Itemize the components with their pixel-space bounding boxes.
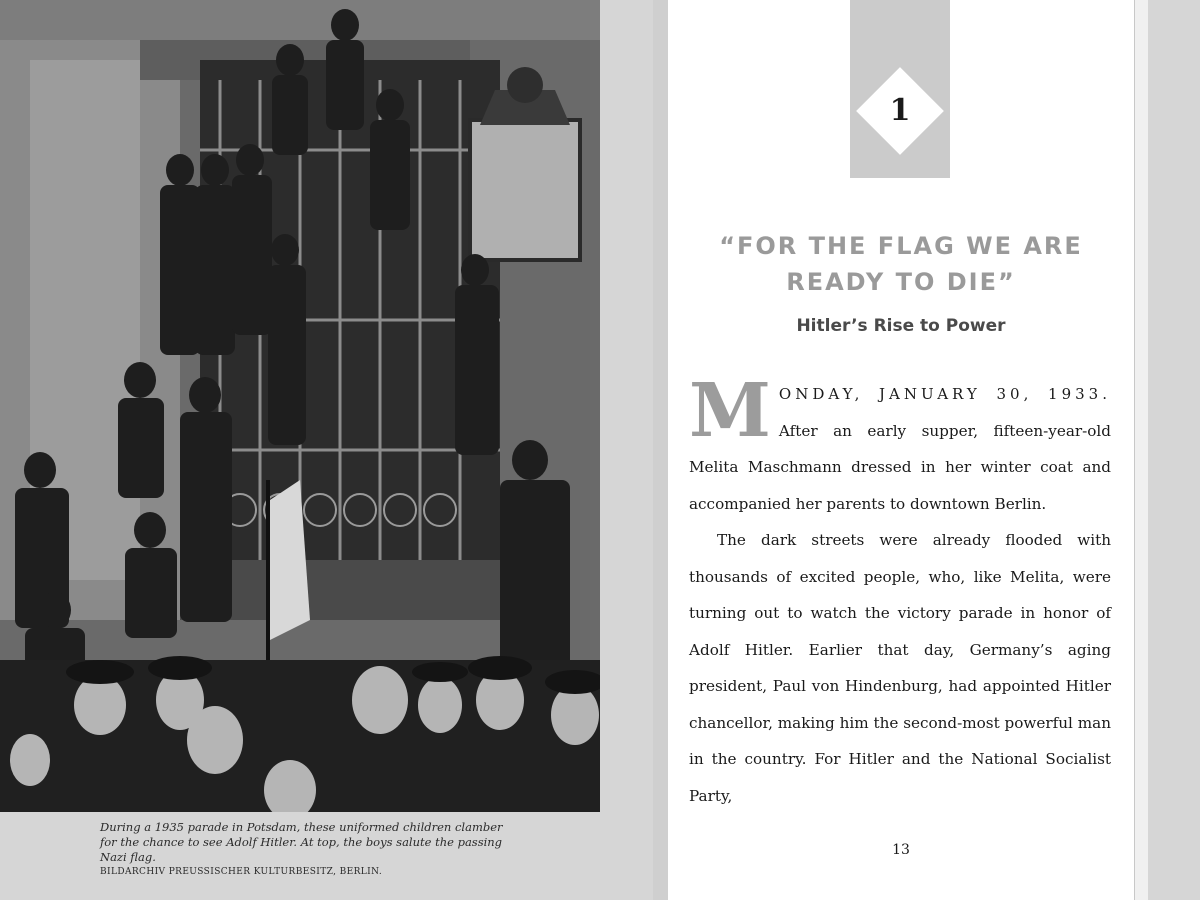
chapter-title-line1: “FOR THE FLAG WE ARE [719, 232, 1083, 260]
paragraph-2: The dark streets were already flooded with thousands of excited people, who, like Melita, were turning out to watch the victory parade in honor of Adolf Hitler. Earlier that day, Germany’s aging president, Paul von Hindenburg, had appointed Hitler chancellor, making him the second-most powerful man in the country. For Hitler and the National Socialist Party, [689, 531, 1111, 805]
right-page [668, 0, 1134, 900]
paragraph-1 [689, 368, 1111, 522]
page-edge [1134, 0, 1149, 900]
parade-photograph [0, 0, 600, 812]
chapter-title-line2: READY TO DIE” [786, 268, 1016, 296]
chapter-title [688, 228, 1114, 300]
chapter-tab [850, 0, 950, 178]
photograph-illustration [0, 0, 600, 812]
photo-credit: BILDARCHIV PREUSSISCHER KULTURBESITZ, BERLIN. [100, 867, 383, 877]
photo-caption [100, 820, 520, 877]
caption-text: During a 1935 parade in Potsdam, these uniformed children clamber for the chance to see Adolf Hitler. At top, the boys salute the passing Nazi flag. [100, 820, 503, 864]
chapter-subtitle: Hitler’s Rise to Power [796, 316, 1006, 336]
book-gutter [653, 0, 668, 900]
drop-cap: M [689, 368, 771, 454]
page-number: 13 [892, 842, 910, 858]
paragraph-1-text: After an early supper, fifteen-year-old Melita Maschmann dressed in her winter coat and accompanied her parents to downtown Berlin. [689, 421, 1111, 513]
lead-date: ONDAY, JANUARY 30, 1933. [778, 385, 1111, 403]
chapter-number: 1 [889, 93, 911, 128]
body-text [689, 368, 1111, 814]
background-margin [1148, 0, 1200, 900]
